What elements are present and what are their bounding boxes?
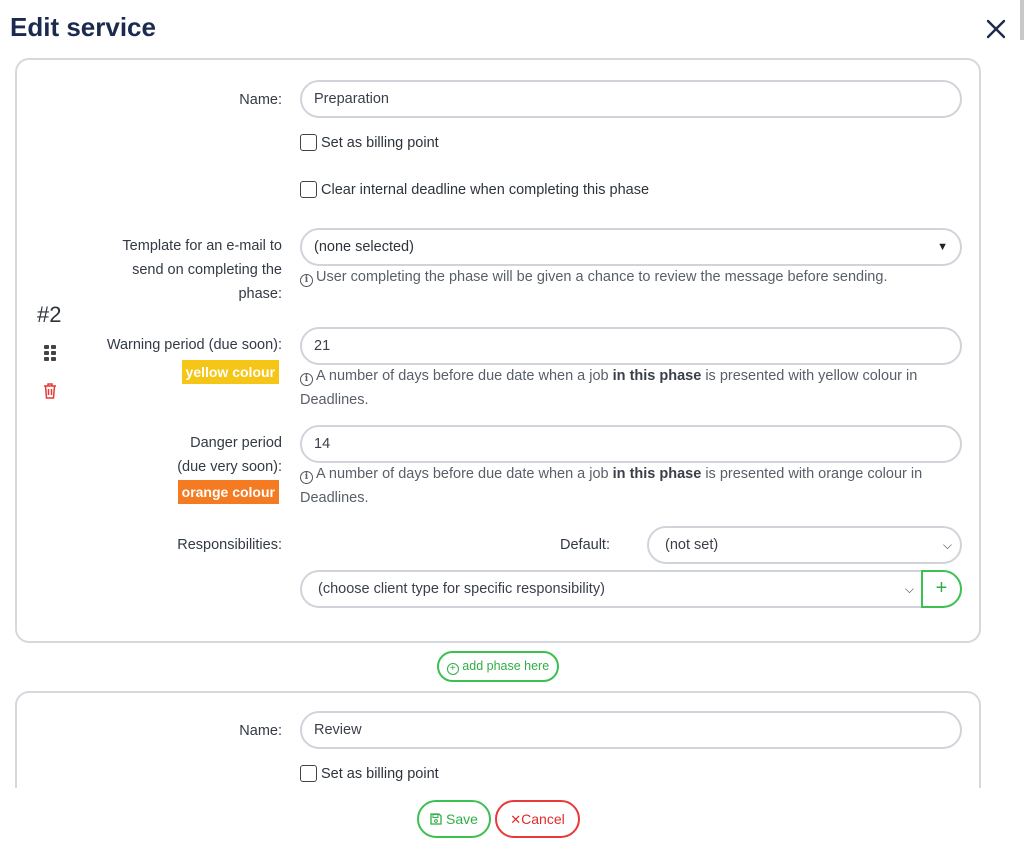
yellow-colour-badge: yellow colour (182, 360, 279, 384)
default-label: Default: (560, 537, 610, 553)
cancel-label: Cancel (521, 811, 565, 827)
phases-list (0, 56, 1024, 788)
warning-period-label: Warning period (due soon): (106, 337, 282, 353)
danger-hint-text: Deadlines. (300, 490, 369, 506)
warning-hint (300, 364, 960, 412)
billing-point-checkbox[interactable] (300, 134, 439, 151)
template-hint-text: User completing the phase will be given a chance to review the message before sending. (316, 269, 888, 285)
checkbox-box[interactable] (300, 765, 317, 782)
cancel-button[interactable] (495, 800, 580, 838)
checkbox-box[interactable] (300, 181, 317, 198)
default-responsibility-value: (not set) (665, 537, 719, 553)
caret-down-icon: ▼ (937, 241, 948, 253)
danger-hint (300, 462, 960, 510)
billing-point-label: Set as billing point (321, 765, 439, 782)
warning-hint-emphasis: in this phase (612, 368, 702, 384)
dialog-title: Edit service (10, 12, 156, 42)
warning-period-input[interactable]: 21 (300, 327, 962, 365)
scrollbar[interactable] (1020, 0, 1024, 40)
danger-label-line: (due very soon): (177, 459, 282, 475)
chevron-down-icon: ⌵ (942, 538, 952, 552)
client-type-value: (choose client type for specific responsibility) (318, 581, 605, 597)
save-label: Save (445, 811, 478, 827)
template-label-line: Template for an e-mail to (122, 238, 282, 254)
orange-colour-badge: orange colour (178, 480, 279, 504)
danger-period-label (177, 431, 282, 479)
warning-hint-text: is presented with yellow colour in (701, 368, 918, 384)
close-button[interactable] (984, 14, 1008, 42)
dialog-header (0, 0, 1024, 56)
default-responsibility-select[interactable] (647, 526, 962, 564)
checkbox-box[interactable] (300, 134, 317, 151)
info-icon: i (300, 373, 313, 386)
name-label: Name: (239, 723, 282, 739)
close-icon: ✕ (510, 812, 522, 827)
template-label (122, 234, 282, 306)
phase-card (15, 691, 981, 788)
warning-hint-text: A number of days before due date when a job (316, 368, 613, 384)
billing-point-label: Set as billing point (321, 134, 439, 151)
clear-deadline-label: Clear internal deadline when completing this phase (321, 181, 650, 198)
danger-hint-emphasis: in this phase (612, 466, 702, 482)
danger-period-input[interactable]: 14 (300, 425, 962, 463)
chevron-down-icon: ⌵ (904, 582, 914, 596)
template-hint (300, 265, 887, 289)
name-label: Name: (239, 92, 282, 108)
delete-phase-button[interactable] (43, 382, 57, 400)
info-icon: i (300, 274, 313, 287)
email-template-value: (none selected) (314, 239, 414, 255)
info-icon: i (300, 471, 313, 484)
floppy-icon (430, 813, 442, 825)
drag-handle[interactable] (43, 344, 57, 362)
email-template-select[interactable] (300, 228, 962, 266)
plus-circle-icon: + (447, 663, 459, 675)
clear-deadline-checkbox[interactable] (300, 181, 649, 198)
name-input[interactable]: Review (300, 711, 962, 749)
add-responsibility-button[interactable]: + (921, 570, 962, 608)
dialog-footer (0, 788, 1024, 851)
drag-handle-icon (43, 344, 57, 362)
danger-hint-text: A number of days before due date when a job (316, 466, 613, 482)
danger-label-line: Danger period (190, 435, 282, 451)
responsibilities-label: Responsibilities: (177, 537, 282, 553)
phase-number: #2 (37, 302, 62, 327)
trash-icon (43, 382, 57, 400)
add-phase-button[interactable] (437, 651, 559, 682)
template-label-line: send on completing the (132, 262, 282, 278)
client-type-select[interactable] (300, 570, 924, 608)
close-icon (984, 14, 1008, 42)
save-button[interactable] (417, 800, 491, 838)
template-label-line: phase: (238, 286, 282, 302)
phase-card (15, 58, 981, 643)
name-input[interactable]: Preparation (300, 80, 962, 118)
add-phase-label: add phase here (462, 659, 550, 673)
danger-hint-text: is presented with orange colour in (701, 466, 923, 482)
warning-hint-text: Deadlines. (300, 392, 369, 408)
billing-point-checkbox[interactable] (300, 765, 439, 782)
